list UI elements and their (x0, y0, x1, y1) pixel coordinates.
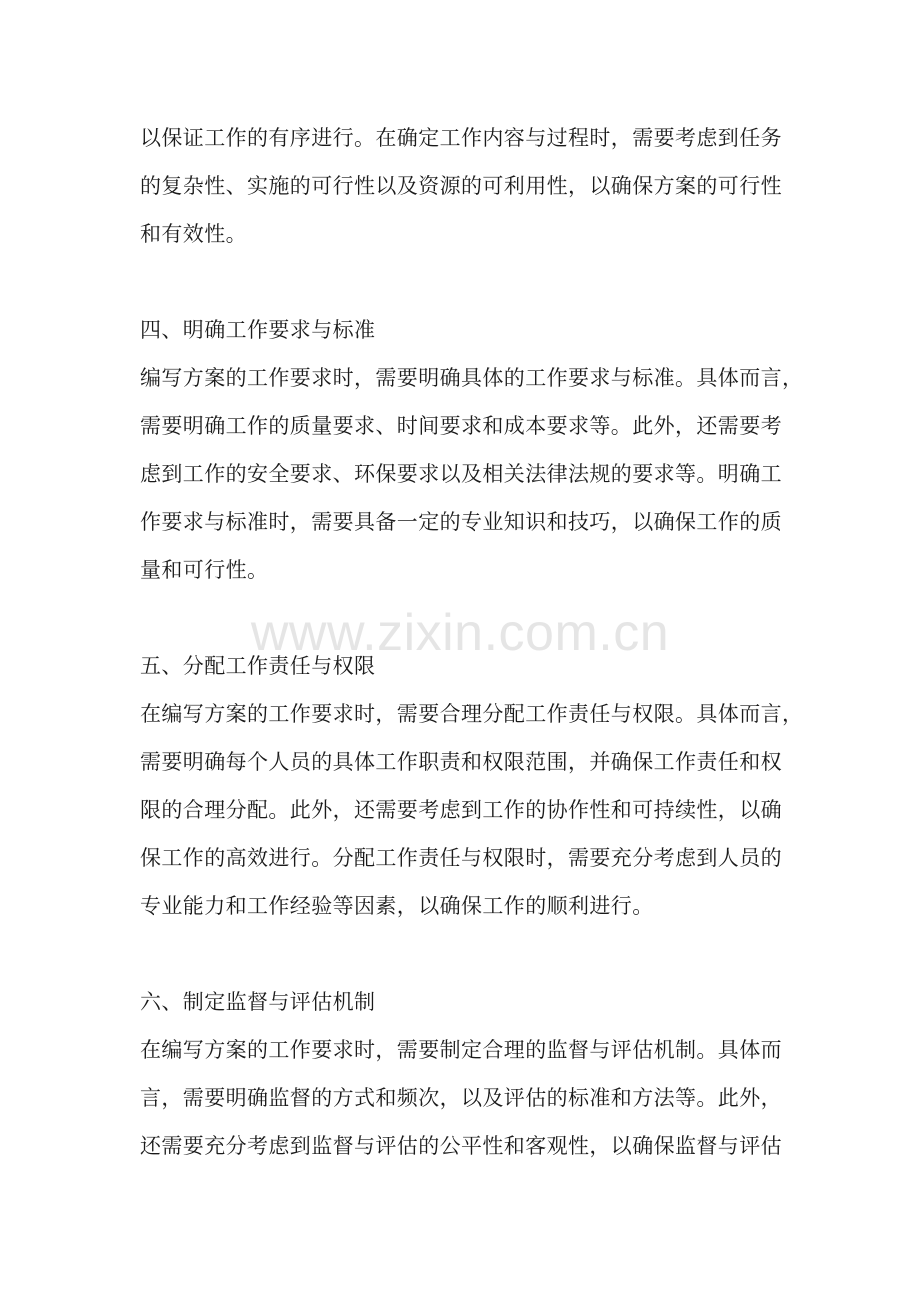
paragraph-line: 编写方案的工作要求时，需要明确具体的工作要求与标准。具体而言， (140, 366, 804, 390)
section-heading: 五、分配工作责任与权限 (140, 654, 376, 678)
paragraph-line: 在编写方案的工作要求时，需要合理分配工作责任与权限。具体而言， (140, 702, 804, 726)
paragraph-line: 限的合理分配。此外，还需要考虑到工作的协作性和可持续性，以确 (140, 798, 782, 822)
paragraph-line: 虑到工作的安全要求、环保要求以及相关法律法规的要求等。明确工 (140, 462, 782, 486)
paragraph-line: 专业能力和工作经验等因素，以确保工作的顺利进行。 (140, 894, 654, 918)
section-heading: 四、明确工作要求与标准 (140, 318, 376, 342)
paragraph-line: 和有效性。 (140, 222, 247, 246)
paragraph-line: 还需要充分考虑到监督与评估的公平性和客观性，以确保监督与评估 (140, 1134, 782, 1158)
paragraph-line: 作要求与标准时，需要具备一定的专业知识和技巧，以确保工作的质 (140, 510, 782, 534)
paragraph-line: 在编写方案的工作要求时，需要制定合理的监督与评估机制。具体而 (140, 1038, 782, 1062)
paragraph-line: 量和可行性。 (140, 558, 269, 582)
paragraph-line: 的复杂性、实施的可行性以及资源的可利用性，以确保方案的可行性 (140, 174, 782, 198)
paragraph-line: 需要明确每个人员的具体工作职责和权限范围，并确保工作责任和权 (140, 750, 782, 774)
paragraph-line: 保工作的高效进行。分配工作责任与权限时，需要充分考虑到人员的 (140, 846, 782, 870)
paragraph-line: 言，需要明确监督的方式和频次，以及评估的标准和方法等。此外， (140, 1086, 782, 1110)
watermark: www.zixin.com.cn (250, 604, 670, 662)
paragraph-line: 需要明确工作的质量要求、时间要求和成本要求等。此外，还需要考 (140, 414, 782, 438)
section-heading: 六、制定监督与评估机制 (140, 990, 376, 1014)
paragraph-line: 以保证工作的有序进行。在确定工作内容与过程时，需要考虑到任务 (140, 126, 782, 150)
